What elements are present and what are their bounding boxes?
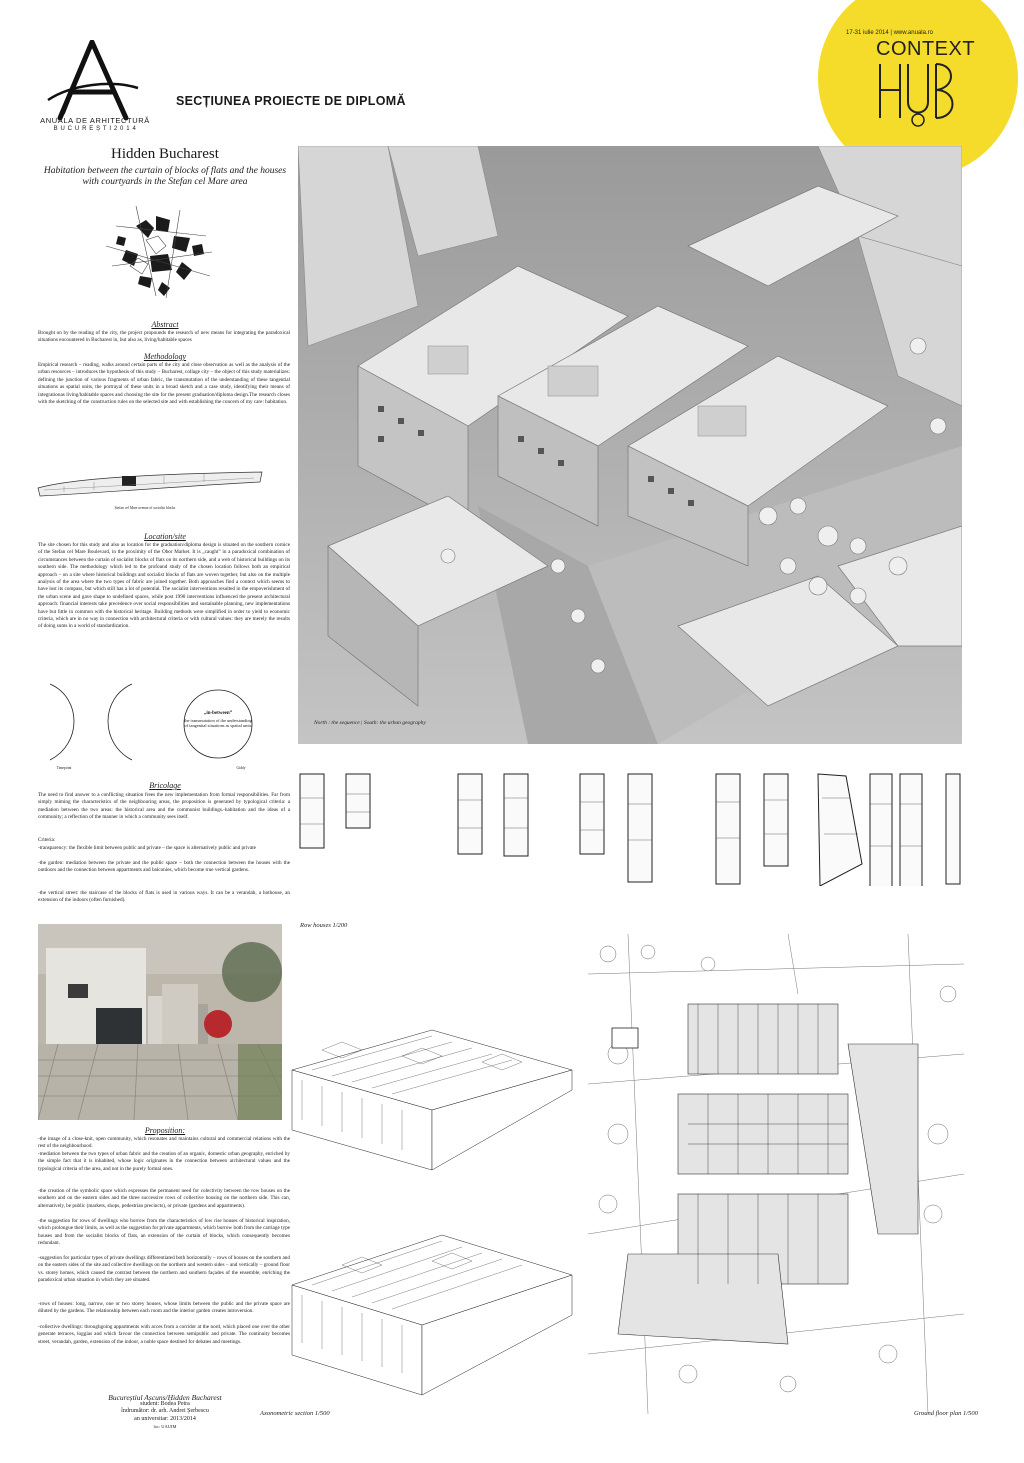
proposition-item: -the creation of the symbolic space which expresses the permanent need for colectivity between the row houses on the southern and on the eastern sides and the three successive rows of collective housing on the northern side. This can, alternatively, be public (markets, shops, pedestrian precincts), or private (gardens and appartments). <box>38 1188 290 1209</box>
axonometric-caption: Axonometric section 1/500 <box>260 1410 330 1417</box>
location-text: The site chosen for this study and also as location for the graduation/diploma design is situated on the southern cornice of the Stefan cel Mare Boulevard, in the proximity of the Obor Market. It is „caught” in a paradoxical combination of circumstances between the curtain of socialist blocks of flats on its northern side, and a web of historical buildings on its southern side. The methodology which led to the profound study of the chosen location follows both an empirical approach – on a site where historical buildings and socialist blocks of flats are woven together, but also on the multiple analysis of the area where the two types of fabric are joined together. Both approaches find a context which seems to have lost its compass, but which still has a lot of potential. The socialist interventions resulted in the empoverishment of the urban scene and gave shape to undefined spaces, while post 1990 interventions influenced the present architectural approach: financial interests take precedence over social responsibilities and sustainable planning, new implementations have but little in common with the historical heritage. Building methods were simplified in order to yield to economic criteria, which are in no way in connection with architectural criteria or with cultural values: they are merely the results of doing sums in a world of standardization. <box>38 542 290 630</box>
row-houses-caption: Row houses 1/200 <box>300 922 348 929</box>
document-title: Hidden Bucharest <box>111 146 219 162</box>
credits-student: student: Bodea Petra <box>140 1401 190 1408</box>
methodology-text: Empirical research – reading, walks around certain parts of the city and close observation as well as the analysis of the urban resources – introduces the hypothesis of this study – Bucharest, collage city – the object of this study materializes: defining the junction of various fragments of urban fabric, the transmutation of the understanding of these tangential situations as spatial units, the portrayal of these units in a broad sketch and a case study, identifying their means of integrationas living/habitable spaces and choosing the site for the present graduation/diploma design.The research closes with the sketching of the construction rules on the selected site and with establishing the concern of my care: habitation. <box>38 362 290 406</box>
logo-line-2: B U C U R E Ș T I 2 0 1 4 <box>53 126 137 132</box>
plan-caption: Ground floor plan 1/500 <box>914 1410 978 1417</box>
row-house-plans <box>298 768 962 886</box>
document-subtitle: Habitation between the curtain of blocks of flats and the houses with courtyards in the Stefan cel Mare area <box>43 166 287 187</box>
proposition-item: -suggestion for particular types of private dwellings differentiated both horizontally – rows of houses on the southern and on the eastern sides of the site and collective dwellings on the northern and western sides – and vertically – ground floor vs. storey homes, which caused the contrast between the northern and southern façades of the ensemble, enriching the paradoxical urban situation in which they are situated. <box>38 1255 290 1284</box>
badge-context-label: CONTEXT <box>876 38 976 60</box>
logo-wordmark <box>40 116 150 134</box>
credits-tutor: îndrumător: dr. arh. Andrei Șerbescu <box>121 1408 209 1415</box>
logo-line-1: ANUALA DE ARHITECTURĂ <box>40 116 150 125</box>
badge-date: 17-31 iulie 2014 | www.anuala.ro <box>846 30 933 36</box>
site-strip-map-icon <box>34 470 266 498</box>
credits-title: Bucureștiul Ascuns/Hidden Bucharest <box>108 1393 222 1402</box>
criteria-label: Criteria: <box>38 837 56 843</box>
criteria-item: -the garden: mediation between the private and the public space – both the connection between the houses with the outdoors and the connection between appartments and balconies, which become true vertical gardens. <box>38 860 290 874</box>
criteria-item: -transparency: the flexible limit between public and private – the space is alternatively public and private <box>38 845 256 851</box>
proposition-item: -mediation between the two types of urban fabric and the creation of an organic, domestic urban geography, enriched by the simple fact that it is inhabited, whose logic originates in the connection between architectural values and the typological criteria of the area, and not in the purely formal ones. <box>38 1151 290 1172</box>
abstract-text: Brought on by the reading of the city, the project propounds the research of new means for integrating the paradoxical situations encountered in Bucharest in, but also as, living/habitable spaces <box>38 330 290 344</box>
strip-caption: Ștefan cel Mare avenue of socialist blocks <box>114 506 176 510</box>
methodology-heading: Methodology <box>143 352 187 361</box>
axonometric-lower <box>282 1205 578 1405</box>
render-caption: North : the sequence | South: the urban geography <box>314 720 426 726</box>
axonometric-upper <box>282 1010 578 1180</box>
bricolage-heading: Bricolage <box>149 781 181 790</box>
location-heading: Location/site <box>144 532 186 541</box>
aerial-model-render <box>298 146 962 744</box>
diagram-center-title: „in-between” <box>203 711 233 716</box>
hub-logotype <box>876 58 956 128</box>
abstract-heading: Abstract <box>151 320 179 329</box>
diagram-right-label: Giddy <box>236 766 246 770</box>
proposition-item: -the image of a close-knit, open community, which resonates and maintains cultural and commercial relations with the rest of the neighbourhood. <box>38 1136 290 1150</box>
proposition-item: -the suggestion for rows of dwellings who borrow from the characteristics of low rise houses of historical inspiration, which prolongue their limits, as well as the suggestion for private appartments, which borrow both from the carriage type houses and from the socialist blocks of flats, an extension of the curtain of blocks, which consequently becomes redundant. <box>38 1218 290 1247</box>
bricolage-text: The need to find answer to a conflicting situation frees the new implementation from formal responsibilities. Far from simply miming the characteristics of the neighbouring areas, the proposition is generated by typological criteria: a mediation between the two areas: the historical area and the communist buildings.-habitation and the ideas of a community; a reflection of the manner in which a community sees itself. <box>38 792 290 821</box>
proposition-item: -rows of houses: long, narrow, one or two storey houses, whose limits between the public and the private space are diluted by the gardens. The relationship between each room and the interior garden creates introversion. <box>38 1301 290 1315</box>
city-fragments-map-icon <box>96 196 224 306</box>
courtyard-render-photo <box>38 924 282 1120</box>
ground-floor-plan <box>588 934 964 1414</box>
anuala-logo-icon <box>42 40 142 122</box>
diagram-left-label: Timepoint <box>56 766 72 770</box>
diagram-center-text: the transmutation of the understanding of tangential situations as spatial units <box>184 718 252 728</box>
credits-year: an universitar: 2013/2014 <box>134 1415 196 1422</box>
proposition-heading: Proposition: <box>144 1126 186 1135</box>
credits-block <box>40 1394 290 1430</box>
credits-school: loc: UAUIM <box>153 1423 177 1429</box>
proposition-item: -collective dwellings: throughgoing appartments with acces from a corridor at the nord, which placed one over the other generate terraces, loggias and which favour the connection between semipublic and private. The continuity becomes street, verandah, garden, extension of the indoor, a noble space destined for debates and meetings. <box>38 1324 290 1345</box>
criteria-item: -the vertical street: the staircase of the blocks of flats is used in various ways. It can be a verandah, a hothouse, an extension of the indoors (often furnished). <box>38 890 290 904</box>
section-title: SECȚIUNEA PROIECTE DE DIPLOMĂ <box>176 94 406 108</box>
